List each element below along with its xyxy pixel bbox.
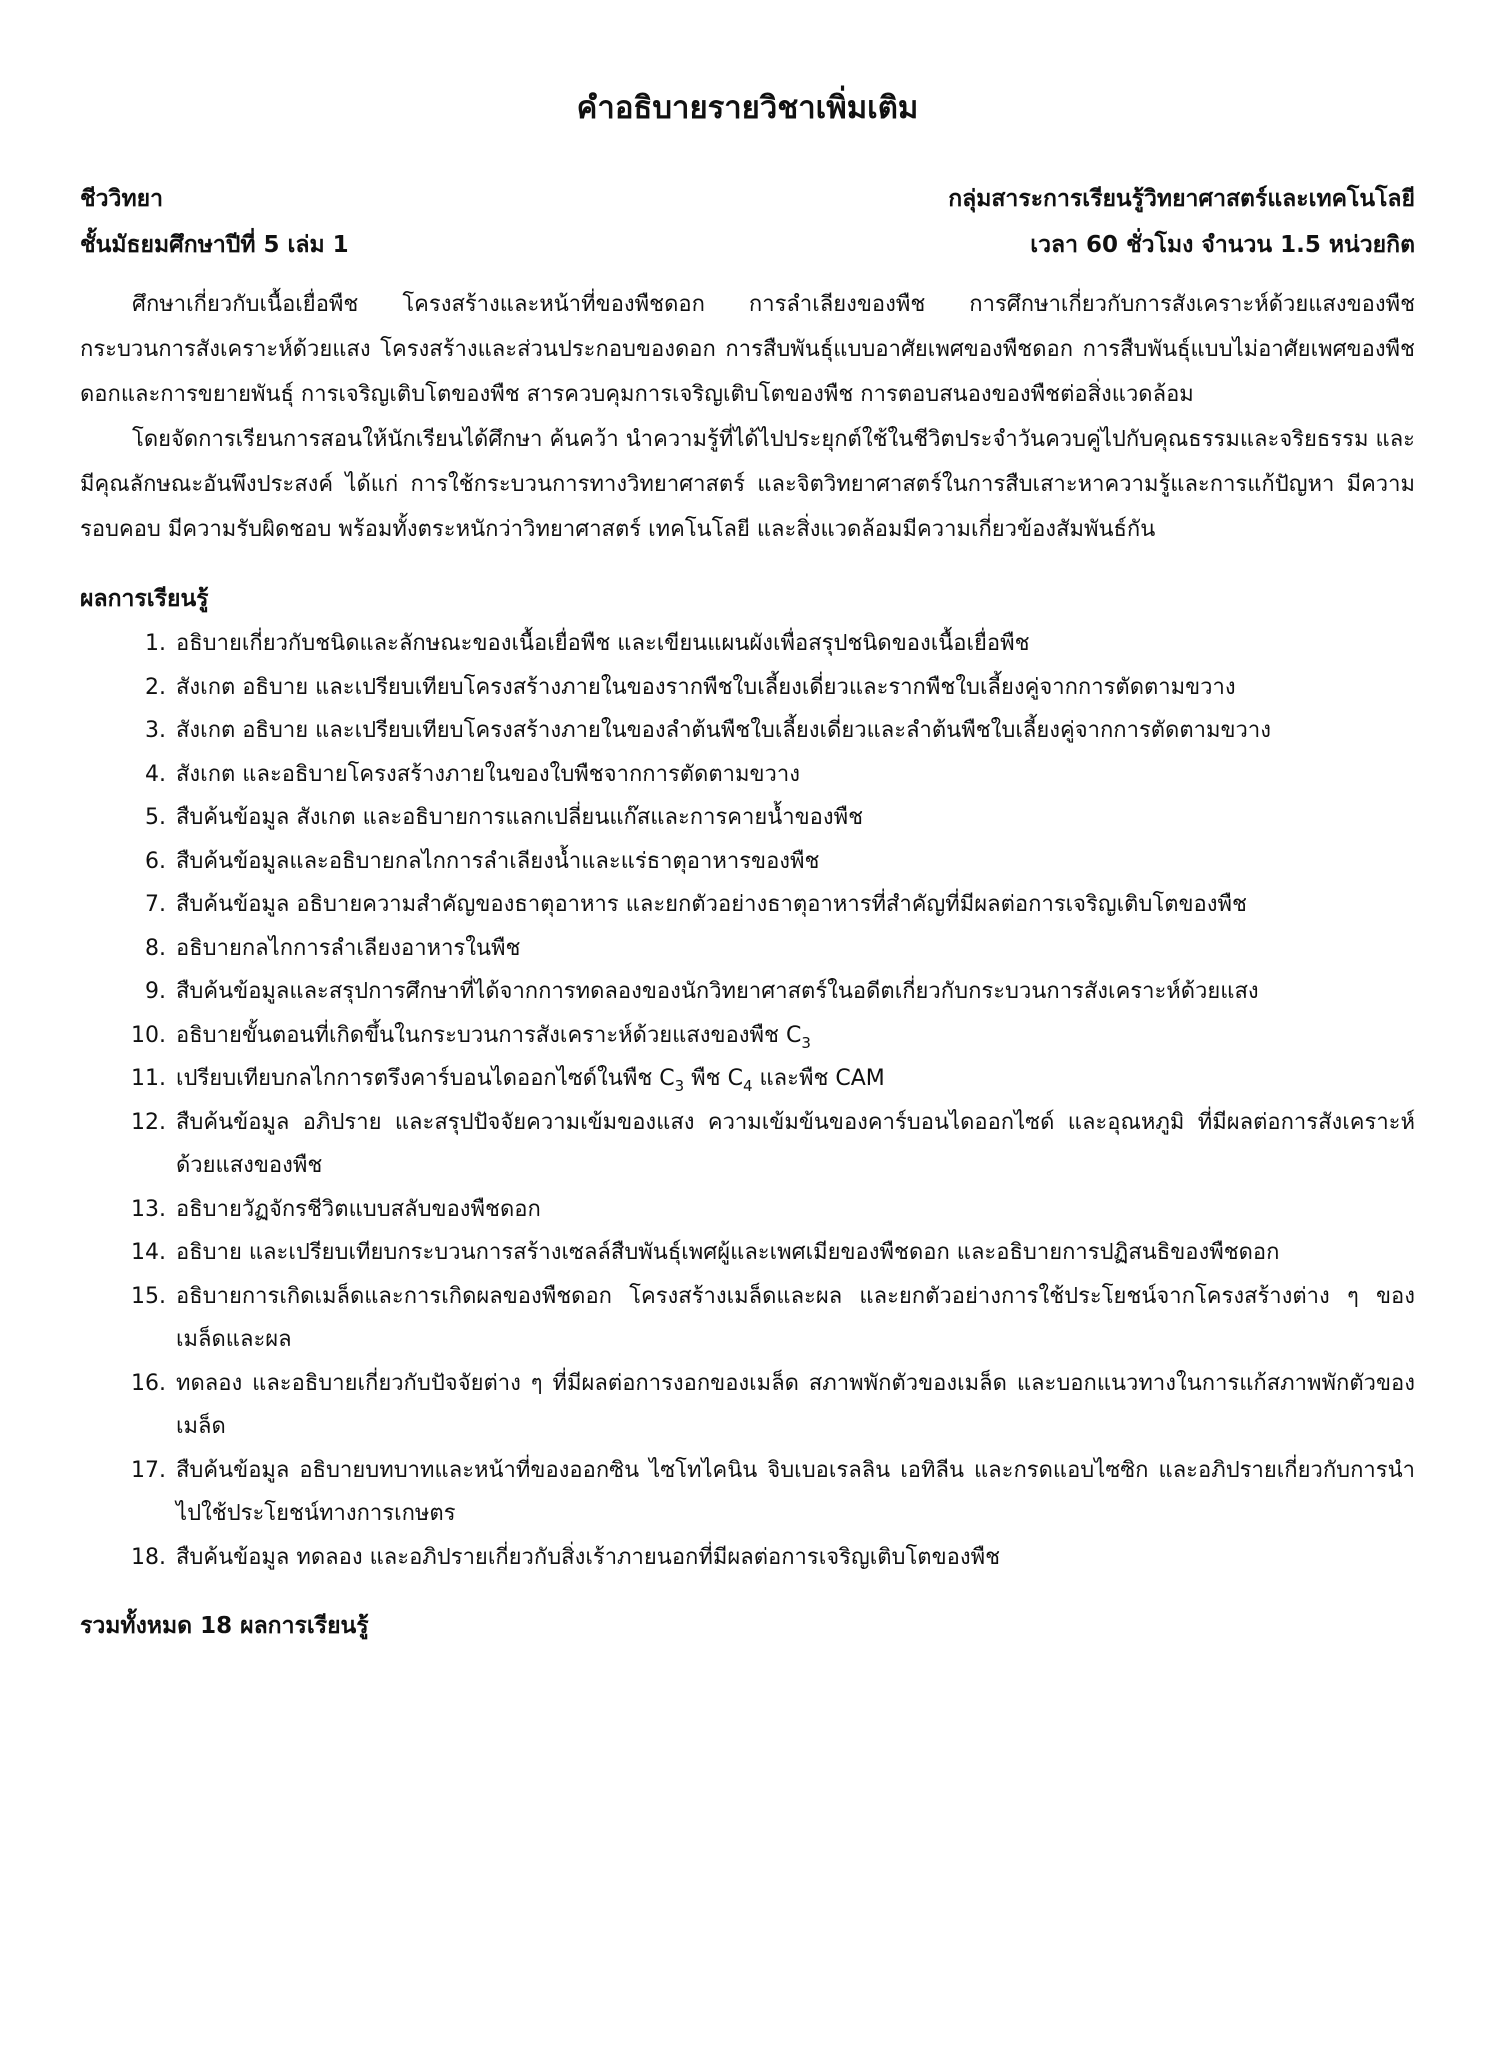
outcome-item bbox=[80, 927, 1415, 971]
outcome-item bbox=[80, 1188, 1415, 1232]
outcome-item bbox=[80, 1362, 1415, 1449]
outcome-item bbox=[80, 753, 1415, 797]
outcome-text: อธิบายการเกิดเมล็ดและการเกิดผลของพืชดอก โครงสร้างเมล็ดและผล และยกตัวอย่างการใช้ประโยชน์จากโครงสร้างต่าง ๆ ของเมล็ดและผล bbox=[176, 1283, 1415, 1352]
outcome-number: 1. bbox=[145, 631, 166, 656]
outcomes-heading: ผลการเรียนรู้ bbox=[80, 586, 209, 612]
outcome-text: ทดลอง และอธิบายเกี่ยวกับปัจจัยต่าง ๆ ที่มีผลต่อการงอกของเมล็ด สภาพพักตัวของเมล็ด และบอกแนวทางในการแก้สภาพพักตัวของเมล็ด bbox=[176, 1370, 1415, 1439]
subject-name: ชีววิทยา bbox=[80, 186, 163, 212]
outcome-item bbox=[80, 1449, 1415, 1536]
outcome-item bbox=[80, 1057, 1415, 1101]
subscript: 3 bbox=[674, 1077, 685, 1095]
outcome-text bbox=[176, 1014, 1415, 1058]
outcome-item bbox=[80, 970, 1415, 1014]
outcome-text: สังเกต และอธิบายโครงสร้างภายในของใบพืชจากการตัดตามขวาง bbox=[176, 761, 800, 787]
outcomes-list bbox=[80, 622, 1415, 1579]
course-description bbox=[80, 282, 1415, 552]
outcome-text: สืบค้นข้อมูล อธิบายความสำคัญของธาตุอาหาร และยกตัวอย่างธาตุอาหารที่สำคัญที่มีผลต่อการเจริญเติบโตของพืช bbox=[176, 892, 1247, 917]
outcome-text: อธิบายวัฏจักรชีวิตแบบสลับของพืชดอก bbox=[176, 1196, 541, 1222]
meta-row-1 bbox=[80, 176, 1415, 222]
outcome-number: 6. bbox=[145, 848, 166, 874]
outcome-item bbox=[80, 1014, 1415, 1058]
outcome-number: 9. bbox=[145, 979, 166, 1004]
outcome-number: 2. bbox=[145, 674, 166, 700]
outcome-item bbox=[80, 709, 1415, 753]
description-paragraph-2: โดยจัดการเรียนการสอนให้นักเรียนได้ศึกษา ค้นคว้า นำความรู้ที่ได้ไปประยุกต์ใช้ในชีวิตประจำวันควบคู่ไปกับคุณธรรมและจริยธรรม และมีคุณลักษณะอันพึงประสงค์ ได้แก่ การใช้กระบวนการทางวิทยาศาสตร์ และจิตวิทยาศาสตร์ในการสืบเสาะหาความรู้และการแก้ปัญหา มีความรอบคอบ มีความรับผิดชอบ พร้อมทั้งตระหนักว่าวิทยาศาสตร์ เทคโนโลยี และสิ่งแวดล้อมมีความเกี่ยวข้องสัมพันธ์กัน bbox=[80, 427, 1415, 542]
outcome-number: 13. bbox=[131, 1196, 166, 1222]
outcome-text-part: เปรียบเทียบกลไกการตรึงคาร์บอนไดออกไซด์ในพืช C bbox=[176, 1066, 675, 1091]
outcome-text: สืบค้นข้อมูล สังเกต และอธิบายการแลกเปลี่ยนแก๊สและการคายน้ำของพืช bbox=[176, 805, 864, 830]
outcome-text: สืบค้นข้อมูล อธิบายบทบาทและหน้าที่ของออกซิน ไซโทไคนิน จิบเบอเรลลิน เอทิลีน และกรดแอบไซซิก และอภิปรายเกี่ยวกับการนำไปใช้ประโยชน์ทางการเกษตร bbox=[176, 1457, 1415, 1526]
outcome-item bbox=[80, 622, 1415, 666]
outcome-number: 10. bbox=[131, 1022, 166, 1048]
outcome-text-part: และพืช CAM bbox=[752, 1066, 885, 1091]
outcomes-total: รวมทั้งหมด 18 ผลการเรียนรู้ bbox=[80, 1613, 369, 1639]
outcome-number: 3. bbox=[145, 718, 166, 743]
outcome-text: สืบค้นข้อมูลและอธิบายกลไกการลำเลียงน้ำและแร่ธาตุอาหารของพืช bbox=[176, 848, 820, 874]
outcome-text: สังเกต อธิบาย และเปรียบเทียบโครงสร้างภายในของรากพืชใบเลี้ยงเดี่ยวและรากพืชใบเลี้ยงคู่จากการตัดตามขวาง bbox=[176, 674, 1236, 700]
outcome-item bbox=[80, 840, 1415, 884]
outcome-item bbox=[80, 1536, 1415, 1580]
outcome-text-part: อธิบายขั้นตอนที่เกิดขึ้นในกระบวนการสังเคราะห์ด้วยแสงของพืช C bbox=[176, 1022, 802, 1048]
outcome-number: 7. bbox=[145, 892, 166, 917]
outcome-text: อธิบายเกี่ยวกับชนิดและลักษณะของเนื้อเยื่อพืช และเขียนแผนผังเพื่อสรุปชนิดของเนื้อเยื่อพืช bbox=[176, 631, 1030, 656]
document-title: คำอธิบายรายวิชาเพิ่มเติม bbox=[576, 90, 919, 126]
outcome-number: 14. bbox=[131, 1240, 166, 1265]
learning-area: กลุ่มสาระการเรียนรู้วิทยาศาสตร์และเทคโนโลยี bbox=[948, 186, 1415, 212]
outcome-item bbox=[80, 883, 1415, 927]
outcome-item bbox=[80, 796, 1415, 840]
outcome-text: สังเกต อธิบาย และเปรียบเทียบโครงสร้างภายในของลำต้นพืชใบเลี้ยงเดี่ยวและลำต้นพืชใบเลี้ยงคู่จากการตัดตามขวาง bbox=[176, 718, 1271, 743]
description-paragraph-1: ศึกษาเกี่ยวกับเนื้อเยื่อพืช โครงสร้างและหน้าที่ของพืชดอก การลำเลียงของพืช การศึกษาเกี่ยวกับการสังเคราะห์ด้วยแสงของพืช กระบวนการสังเคราะห์ด้วยแสง โครงสร้างและส่วนประกอบของดอก การสืบพันธุ์แบบอาศัยเพศของพืชดอก การสืบพันธุ์แบบไม่อาศัยเพศของพืชดอกและการขยายพันธุ์ การเจริญเติบโตของพืช สารควบคุมการเจริญเติบโตของพืช การตอบสนองของพืชต่อสิ่งแวดล้อม bbox=[80, 292, 1415, 407]
outcome-number: 17. bbox=[131, 1457, 166, 1483]
outcome-text bbox=[176, 1057, 1415, 1101]
grade-volume: ชั้นมัธยมศึกษาปีที่ 5 เล่ม 1 bbox=[80, 232, 349, 258]
outcome-item bbox=[80, 1101, 1415, 1188]
outcome-number: 15. bbox=[131, 1283, 166, 1309]
outcome-number: 16. bbox=[131, 1370, 166, 1396]
outcome-number: 12. bbox=[131, 1109, 166, 1135]
outcome-number: 4. bbox=[145, 761, 166, 787]
outcome-number: 11. bbox=[131, 1066, 166, 1091]
outcome-item bbox=[80, 1275, 1415, 1362]
outcome-text-part: พืช C bbox=[684, 1066, 743, 1091]
subscript: 3 bbox=[801, 1033, 811, 1052]
meta-row-2 bbox=[80, 222, 1415, 268]
time-credits: เวลา 60 ชั่วโมง จำนวน 1.5 หน่วยกิต bbox=[1030, 232, 1415, 258]
outcome-text: สืบค้นข้อมูล ทดลอง และอภิปรายเกี่ยวกับสิ่งเร้าภายนอกที่มีผลต่อการเจริญเติบโตของพืช bbox=[176, 1544, 1001, 1570]
outcome-number: 8. bbox=[145, 935, 166, 961]
outcome-text: อธิบายกลไกการลำเลียงอาหารในพืช bbox=[176, 935, 521, 961]
outcome-number: 18. bbox=[131, 1544, 166, 1570]
outcome-number: 5. bbox=[145, 805, 166, 830]
outcome-text: สืบค้นข้อมูล อภิปราย และสรุปปัจจัยความเข้มของแสง ความเข้มข้นของคาร์บอนไดออกไซด์ และอุณหภูมิ ที่มีผลต่อการสังเคราะห์ด้วยแสงของพืช bbox=[176, 1109, 1415, 1178]
subscript: 4 bbox=[742, 1077, 753, 1095]
outcome-text: อธิบาย และเปรียบเทียบกระบวนการสร้างเซลล์สืบพันธุ์เพศผู้และเพศเมียของพืชดอก และอธิบายการปฏิสนธิของพืชดอก bbox=[176, 1240, 1280, 1265]
outcome-text: สืบค้นข้อมูลและสรุปการศึกษาที่ได้จากการทดลองของนักวิทยาศาสตร์ในอดีตเกี่ยวกับกระบวนการสังเคราะห์ด้วยแสง bbox=[176, 979, 1259, 1004]
outcome-item bbox=[80, 1231, 1415, 1275]
outcome-item bbox=[80, 666, 1415, 710]
